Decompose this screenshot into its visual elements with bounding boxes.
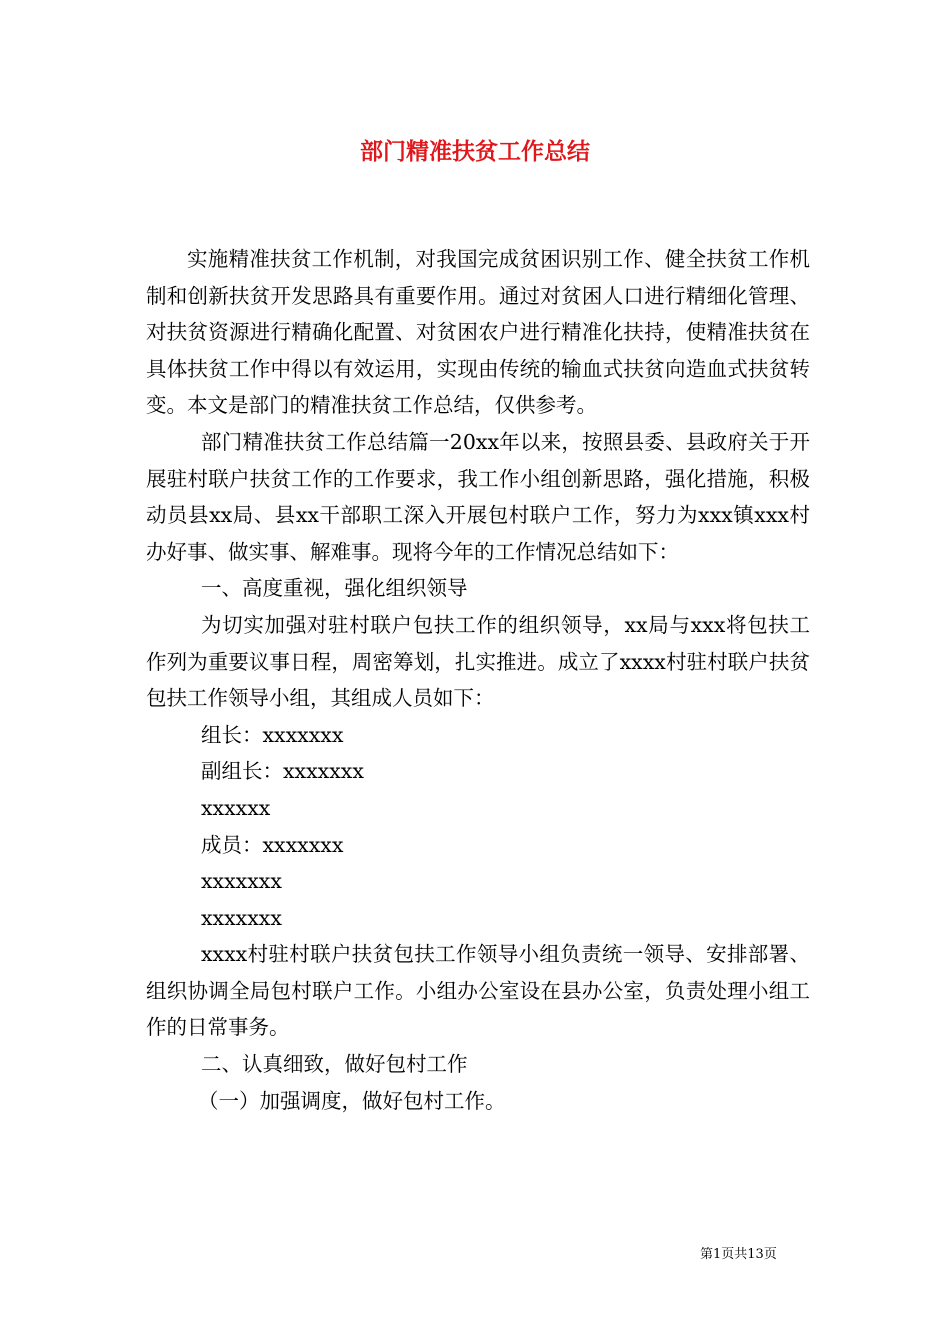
list-item: xxxxxxx [201,905,282,930]
paragraph-leadership: xxxx村驻村联户扶贫包扶工作领导小组负责统一领导、安排部署、组织协调全局包村联户工作。小组办公室设在县办公室，负责处理小组工作的日常事务。 [146,942,810,1040]
heading-section-two: 二、认真细致，做好包村工作 [201,1052,468,1077]
document-body [146,241,810,1119]
heading-section-one: 一、高度重视，强化组织领导 [201,576,468,601]
list-item: 副组长：xxxxxxx [201,759,364,784]
document-title: 部门精准扶贫工作总结 [360,138,590,165]
list-item: xxxxxxx [201,869,282,894]
paragraph-organization: 为切实加强对驻村联户包扶工作的组织领导，xx局与xxx将包扶工作列为重要议事日程，周密筹划，扎实推进。成立了xxxx村驻村联户扶贫包扶工作领导小组，其组成人员如下： [146,612,810,711]
paragraph-chapter-one: 部门精准扶贫工作总结篇一20xx年以来，按照县委、县政府关于开展驻村联户扶贫工作的工作要求，我工作小组创新思路，强化措施，积极动员县xx局、县xx干部职工深入开展包村联户工作，努力为xxx镇xxx村办好事、做实事、解难事。现将今年的工作情况总结如下： [146,429,810,564]
list-item: 组长：xxxxxxx [201,722,344,747]
list-item: 成员：xxxxxxx [201,832,344,857]
list-item: xxxxxx [201,795,271,820]
page-number: 第1页共13页 [700,1247,777,1262]
heading-subsection-one: （一）加强调度，做好包村工作。 [198,1088,506,1113]
paragraph-intro: 实施精准扶贫工作机制，对我国完成贫困识别工作、健全扶贫工作机制和创新扶贫开发思路具有重要作用。通过对贫困人口进行精细化管理、对扶贫资源进行精确化配置、对贫困农户进行精准化扶持，使精准扶贫在具体扶贫工作中得以有效运用，实现由传统的输血式扶贫向造血式扶贫转变。本文是部门的精准扶贫工作总结，仅供参考。 [146,247,810,418]
